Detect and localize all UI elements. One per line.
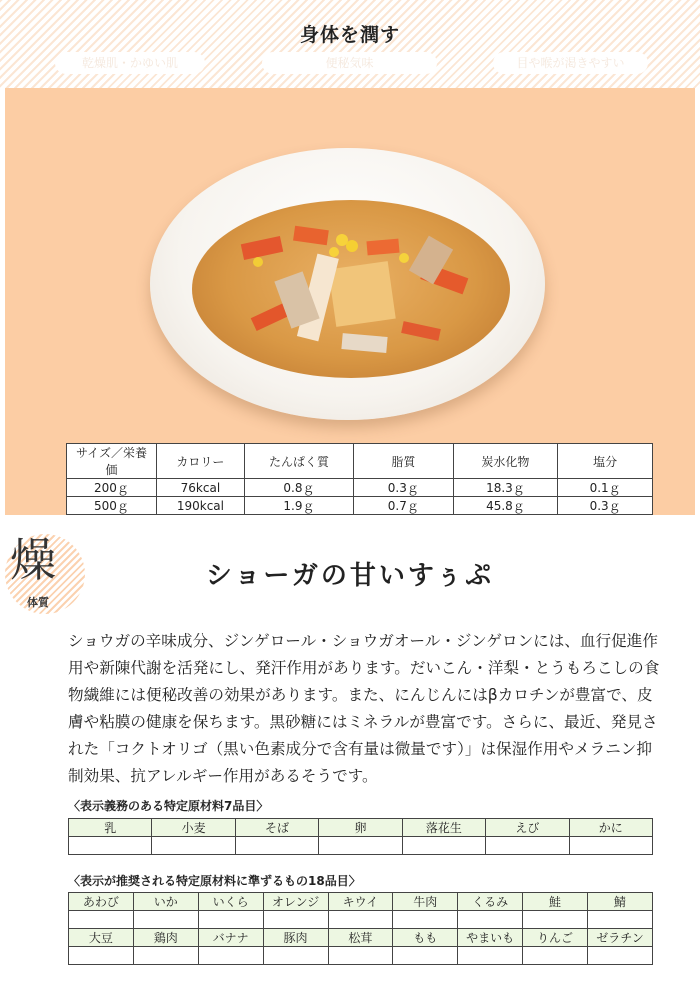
allergen-cell: かに: [569, 819, 652, 837]
allergen-cell: バナナ: [198, 929, 263, 947]
allergen-check-cell: [523, 911, 588, 929]
allergen-cell: 小麦: [152, 819, 235, 837]
nutrition-table: [66, 443, 653, 515]
recipe-description: ショウガの辛味成分、ジンゲロール・ショウガオール・ジンゲロンには、血行促進作用や新陳代謝を活発にし、発汗作用があります。だいこん・洋梨・とうもろこしの食物繊維には便秘改善の効果があります。また、にんじんにはβカロチンが豊富で、皮膚や粘膜の健康を保ちます。黒砂糖にはミネラルが豊富です。さらに、最近、発見された「コクトオリゴ（黒い色素成分で含有量は微量です）」は保湿作用やメラニン抑制効果、抗アレルギー作用があるそうです。: [68, 632, 660, 785]
constitution-kanji: 燥: [10, 533, 56, 587]
allergen-cell: 乳: [69, 819, 152, 837]
allergen-check-cell: [402, 837, 485, 855]
allergen-cell: 卵: [319, 819, 402, 837]
allergen-cell: いくら: [198, 893, 263, 911]
symptom-pill-constipation: 便秘気味: [262, 52, 437, 74]
nutrition-cell: 76kcal: [156, 479, 244, 497]
allergen-check-cell: [69, 837, 152, 855]
allergen-cell: 落花生: [402, 819, 485, 837]
allergen-cell: 大豆: [69, 929, 134, 947]
page-title: 身体を潤す: [299, 24, 400, 46]
nutrition-header-cell: サイズ／栄養価: [67, 444, 157, 479]
allergen-cell: 鶏肉: [133, 929, 198, 947]
allergen-check-cell: [328, 911, 393, 929]
allergen-check-cell: [328, 947, 393, 965]
allergens-required-heading: 〈表示義務のある特定原材料7品目〉: [68, 799, 269, 813]
nutrition-cell: 0.1ｇ: [558, 479, 653, 497]
allergen-check-cell: [569, 837, 652, 855]
allergen-cell: 豚肉: [263, 929, 328, 947]
nutrition-header-row: [67, 444, 653, 479]
allergen-check-cell: [458, 911, 523, 929]
allergen-cell: もも: [393, 929, 458, 947]
nutrition-header-cell: 炭水化物: [453, 444, 558, 479]
allergen-cell: いか: [133, 893, 198, 911]
nutrition-cell: 190kcal: [156, 497, 244, 515]
nutrition-cell: 200ｇ: [67, 479, 157, 497]
allergen-cell: 牛肉: [393, 893, 458, 911]
allergen-cell: キウイ: [328, 893, 393, 911]
nutrition-cell: 45.8ｇ: [453, 497, 558, 515]
allergen-check-cell: [69, 947, 134, 965]
allergen-cell: えび: [486, 819, 569, 837]
allergens-recommended-table: [68, 892, 653, 965]
nutrition-cell: 500ｇ: [67, 497, 157, 515]
allergens-required-table: [68, 818, 653, 855]
allergen-check-cell: [263, 911, 328, 929]
allergens-required-label-row: [69, 819, 653, 837]
recipe-title: ショーガの甘いすぅぷ: [205, 561, 495, 591]
allergens-recommended-heading: 〈表示が推奨される特定原材料に準ずるもの18品目〉: [68, 874, 361, 888]
allergen-check-cell: [393, 947, 458, 965]
allergen-cell: やまいも: [458, 929, 523, 947]
nutrition-cell: 1.9ｇ: [244, 497, 353, 515]
nutrition-cell: 0.3ｇ: [354, 479, 454, 497]
allergen-cell: りんご: [523, 929, 588, 947]
nutrition-cell: 0.3ｇ: [558, 497, 653, 515]
allergen-cell: そば: [235, 819, 318, 837]
symptom-pill-dry-skin: 乾燥肌・かゆい肌: [55, 52, 205, 74]
nutrition-row: [67, 479, 653, 497]
allergen-check-cell: [152, 837, 235, 855]
allergen-cell: 鯖: [588, 893, 653, 911]
allergen-cell: 鮭: [523, 893, 588, 911]
allergen-check-cell: [319, 837, 402, 855]
allergen-check-cell: [133, 947, 198, 965]
allergen-check-cell: [458, 947, 523, 965]
allergen-cell: あわび: [69, 893, 134, 911]
nutrition-cell: 0.8ｇ: [244, 479, 353, 497]
header-banner: [0, 0, 700, 88]
symptom-pill-thirst: 目や喉が渇きやすい: [493, 52, 648, 74]
allergens-required-check-row: [69, 837, 653, 855]
allergen-cell: くるみ: [458, 893, 523, 911]
allergen-check-cell: [198, 947, 263, 965]
allergen-check-cell: [69, 911, 134, 929]
allergen-check-cell: [588, 911, 653, 929]
allergen-cell: 松茸: [328, 929, 393, 947]
allergen-check-cell: [588, 947, 653, 965]
soup-image: [192, 200, 510, 378]
allergen-check-cell: [523, 947, 588, 965]
nutrition-header-cell: 脂質: [354, 444, 454, 479]
nutrition-cell: 18.3ｇ: [453, 479, 558, 497]
allergens-recommended-check-row: [69, 947, 653, 965]
nutrition-header-cell: たんぱく質: [244, 444, 353, 479]
allergens-recommended-check-row: [69, 911, 653, 929]
nutrition-header-cell: 塩分: [558, 444, 653, 479]
soup-ingredients-graphic: [192, 200, 510, 378]
allergens-recommended-label-row: [69, 929, 653, 947]
allergen-check-cell: [235, 837, 318, 855]
nutrition-cell: 0.7ｇ: [354, 497, 454, 515]
constitution-label: 体質: [27, 596, 49, 609]
allergen-check-cell: [133, 911, 198, 929]
allergen-cell: ゼラチン: [588, 929, 653, 947]
allergen-check-cell: [486, 837, 569, 855]
allergen-check-cell: [198, 911, 263, 929]
allergens-recommended-label-row: [69, 893, 653, 911]
allergen-check-cell: [393, 911, 458, 929]
nutrition-row: [67, 497, 653, 515]
allergen-check-cell: [263, 947, 328, 965]
nutrition-header-cell: カロリー: [156, 444, 244, 479]
allergen-cell: オレンジ: [263, 893, 328, 911]
